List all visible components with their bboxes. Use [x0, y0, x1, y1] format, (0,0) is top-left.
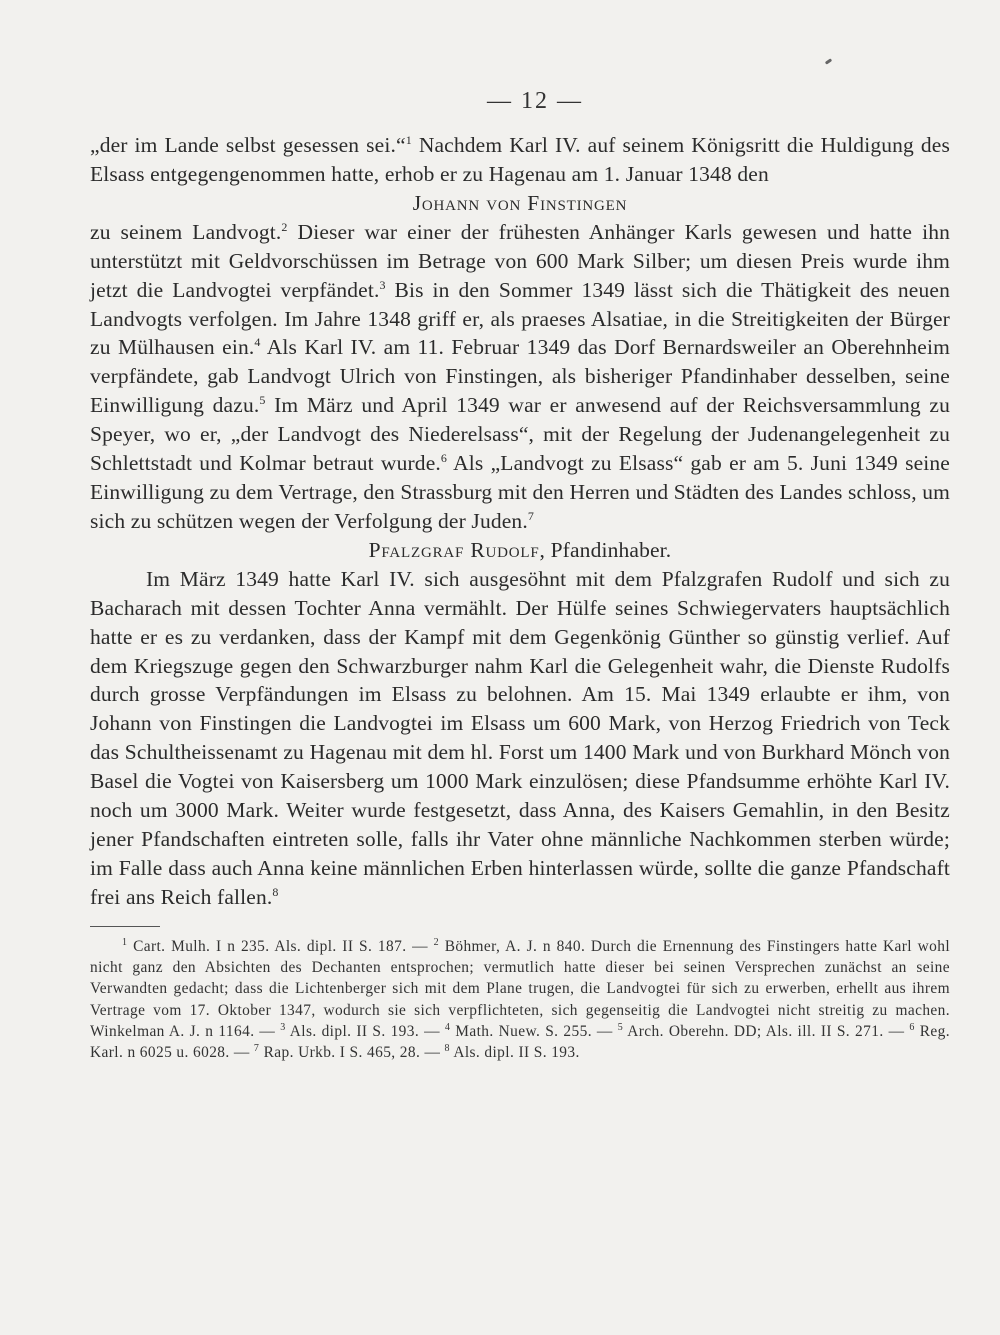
text-run: Dieser war einer der frühesten Anhänger Karls gewesen und hatte ihn unterstützt mit Geldvorschüssen im Betrage von 600 Mark Silber; um diesen Preis wurde ihm jetzt die Landvogtei verpfändet.	[90, 219, 950, 302]
footnote-block	[90, 936, 950, 1064]
book-page	[90, 88, 950, 1063]
text-run: Nachdem Karl IV. auf seinem Königsritt die Huldigung des Elsass entgegengenommen hatte, erhob er zu Hagenau am 1. Januar 1348 den	[90, 133, 950, 186]
text-run: Im März und April 1349 war er anwesend auf der Reichsversammlung zu Speyer, wo er, „der Landvogt des Niederelsass“, mit der Regelung der Judenangelegenheit zu Schlettstadt und Kolmar betraut wurde.	[90, 393, 951, 476]
footnote-ref: 1	[405, 133, 412, 147]
footnote-ref: 5	[259, 393, 266, 408]
footnote-number: 7	[253, 1043, 260, 1055]
ink-speck	[825, 58, 832, 64]
footnote-number: 6	[909, 1021, 915, 1033]
footnote-ref: 4	[254, 335, 261, 350]
main-text	[90, 131, 950, 912]
footnotes	[90, 936, 950, 1064]
footnote-text: Reg. Karl. n 6025 u. 6028. —	[90, 1022, 950, 1062]
footnote-text: Als. dipl. II S. 193. —	[285, 1022, 445, 1040]
footnote-number: 3	[280, 1021, 286, 1033]
footnote-text: Cart. Mulh. I n 235. Als. dipl. II S. 187. —	[127, 937, 434, 955]
page-number: — 12 —	[487, 88, 583, 114]
paragraph-2	[90, 218, 950, 536]
paragraph-1	[90, 131, 950, 189]
footnote-ref: 7	[527, 508, 535, 523]
heading-johann-von-finstingen: Johann von Finstingen	[412, 190, 628, 215]
text-run: zu seinem Landvogt.	[90, 219, 282, 244]
footnote-divider	[90, 926, 160, 927]
footnote-number: 4	[444, 1021, 451, 1033]
footnote-text: Arch. Oberehn. DD; Als. ill. II S. 271. —	[623, 1022, 910, 1040]
footnote-ref: 2	[281, 219, 288, 234]
text-run: Als Karl IV. am 11. Februar 1349 das Dorf Bernardsweiler an Oberehnheim verpfändete, gab Landvogt Ulrich von Finstingen, als bisheriger Pfandinhaber desselben, seine Einwilligung dazu.	[90, 335, 950, 418]
paragraph-3	[90, 565, 950, 912]
footnote-ref: 3	[379, 277, 386, 292]
heading-name: Pfalzgraf Rudolf	[368, 537, 540, 562]
footnote-number: 2	[433, 936, 440, 948]
text-run: Im März 1349 hatte Karl IV. sich ausgesöhnt mit dem Pfalzgrafen Rudolf und sich zu Bacharach mit dessen Tochter Anna vermählt. Der Hülfe seines Schwiegervaters hauptsächlich hatte er es zu verdanken, dass der Kampf mit dem Gegenkönig Günther so günstig verlief. Auf dem Kriegszuge gegen den Schwarzburger nahm Karl die Gelegenheit wahr, die Dienste Rudolfs durch grosse Verpfändungen im Elsass zu belohnen. Am 15. Mai 1349 erlaubte er ihm, von Johann von Finstingen die Landvogtei im Elsass um 600 Mark, von Herzog Friedrich von Teck das Schultheissenamt zu Hagenau mit dem hl. Forst um 1400 Mark und von Burkhard Mönch von Basel die Vogtei von Kaisersberg um 1000 Mark einzulösen; diese Pfandsumme erhöhte Karl IV. noch um 3000 Mark. Weiter wurde festgesetzt, dass Anna, des Kaisers Gemahlin, in den Besitz jener Pfandschaften eintreten solle, falls ihr Vater ohne männliche Nachkommen sterben würde; im Falle dass auch Anna keine männlichen Erben hinterlassen würde, sollte die ganze Pfandschaft frei ans Reich fallen.	[90, 566, 950, 909]
text-run: Bis in den Sommer 1349 lässt sich die Thätigkeit des neuen Landvogts verfolgen. Im Jahre 1348 griff er, als praeses Alsatiae, in die Streitigkeiten der Bürger zu Mülhausen ein.	[90, 277, 950, 360]
footnote-ref: 8	[272, 884, 279, 899]
text-run: Als „Landvogt zu Elsass“ gab er am 5. Juni 1349 seine Einwilligung zu dem Vertrage, den Strassburg mit den Herren und Städten des Landes schloss, um sich zu schützen wegen der Verfolgung der Juden.	[90, 451, 951, 533]
footnote-text: Als. dipl. II S. 193.	[449, 1044, 580, 1062]
footnote-number: 5	[617, 1021, 624, 1033]
footnote-text: Rap. Urkb. I S. 465, 28. —	[259, 1044, 445, 1062]
footnote-number: 8	[444, 1043, 450, 1055]
footnote-number: 1	[122, 936, 128, 948]
footnote-text: Math. Nuew. S. 255. —	[450, 1022, 618, 1040]
footnote-text: Böhmer, A. J. n 840. Durch die Ernennung des Finstingers hatte Karl wohl nicht ganz den Absichten des Dechanten entsprochen; vermutlich hatte dieser bei seinen Versprechen zunächst an seine Verwandten gedacht; dass die Lichtenberger sich mit dem Plane trugen, die Landvogtei für sich zu erwerben, erhellt aus ihrem Vertrage vom 17. Oktober 1347, wodurch sie sich verpflichteten, sich gegenseitig die Landvogtei nicht streitig zu machen. Winkelman A. J. n 1164. —	[90, 937, 950, 1040]
footnote-ref: 6	[440, 451, 448, 466]
heading-suffix: , Pfandinhaber.	[539, 537, 672, 562]
heading-pfalzgraf-rudolf	[90, 536, 950, 565]
text-run: „der im Lande selbst gesessen sei.“	[90, 133, 406, 157]
